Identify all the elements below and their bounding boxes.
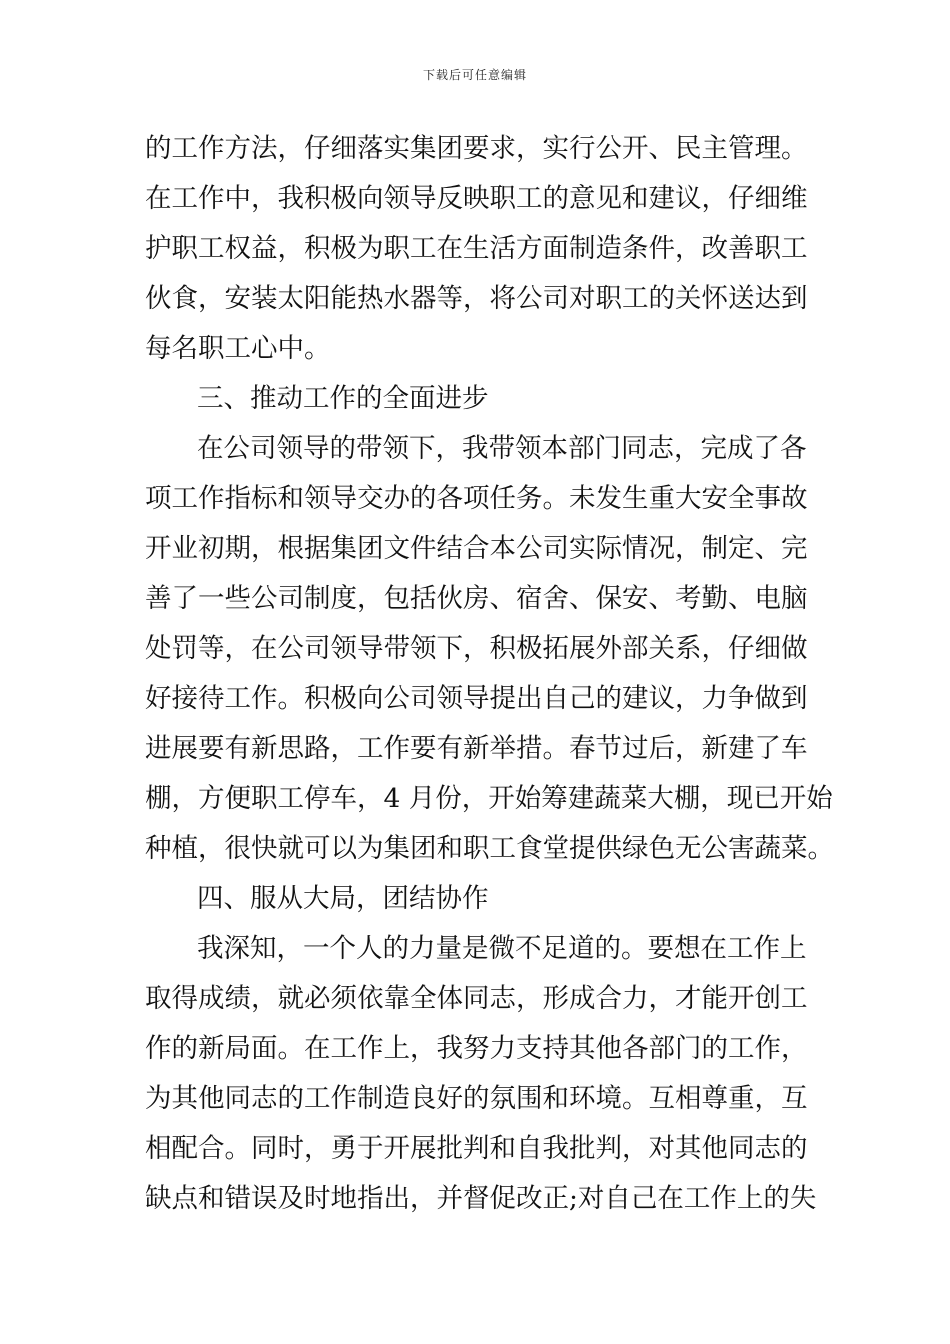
text-line: 相配合。同时，勇于开展批判和自我批判，对其他同志的 [145,1133,808,1164]
text-line: 项工作指标和领导交办的各项任务。未发生重大安全事故 [145,483,808,514]
text-line: 伙食，安装太阳能热水器等，将公司对职工的关怀送达到 [145,283,808,314]
text-line: 作的新局面。在工作上，我努力支持其他各部门的工作， [145,1033,808,1064]
text-line: 好接待工作。积极向公司领导提出自己的建议，力争做到 [145,683,808,714]
text-line: 开业初期，根据集团文件结合本公司实际情况，制定、完 [145,533,808,564]
text-line: 为其他同志的工作制造良好的氛围和环境。互相尊重，互 [145,1083,808,1114]
text-line: 进展要有新思路，工作要有新举措。春节过后，新建了车 [145,733,808,764]
text-line: 棚，方便职工停车，4 月份，开始筹建蔬菜大棚，现已开始 [145,783,833,814]
text-line: 处罚等，在公司领导带领下，积极拓展外部关系，仔细做 [145,633,808,664]
text-line: 在公司领导的带领下，我带领本部门同志，完成了各 [197,433,807,464]
text-line: 我深知，一个人的力量是微不足道的。要想在工作上 [197,933,807,964]
page-header: 下载后可任意编辑 [422,68,527,82]
document-body [145,124,834,1224]
text-line: 种植，很快就可以为集团和职工食堂提供绿色无公害蔬菜。 [145,833,834,864]
text-line: 在工作中，我积极向领导反映职工的意见和建议，仔细维 [145,183,808,214]
section-heading: 四、服从大局，团结协作 [197,883,489,914]
text-line: 的工作方法，仔细落实集团要求，实行公开、民主管理。 [145,133,808,164]
section-heading: 三、推动工作的全面进步 [197,383,489,414]
text-line: 取得成绩，就必须依靠全体同志，形成合力，才能开创工 [145,983,808,1014]
text-line: 护职工权益，积极为职工在生活方面制造条件，改善职工 [145,233,808,264]
text-line: 缺点和错误及时地指出，并督促改正;对自己在工作上的失 [145,1183,817,1214]
text-line: 每名职工心中。 [145,333,331,364]
text-line: 善了一些公司制度，包括伙房、宿舍、保安、考勤、电脑 [145,583,808,614]
